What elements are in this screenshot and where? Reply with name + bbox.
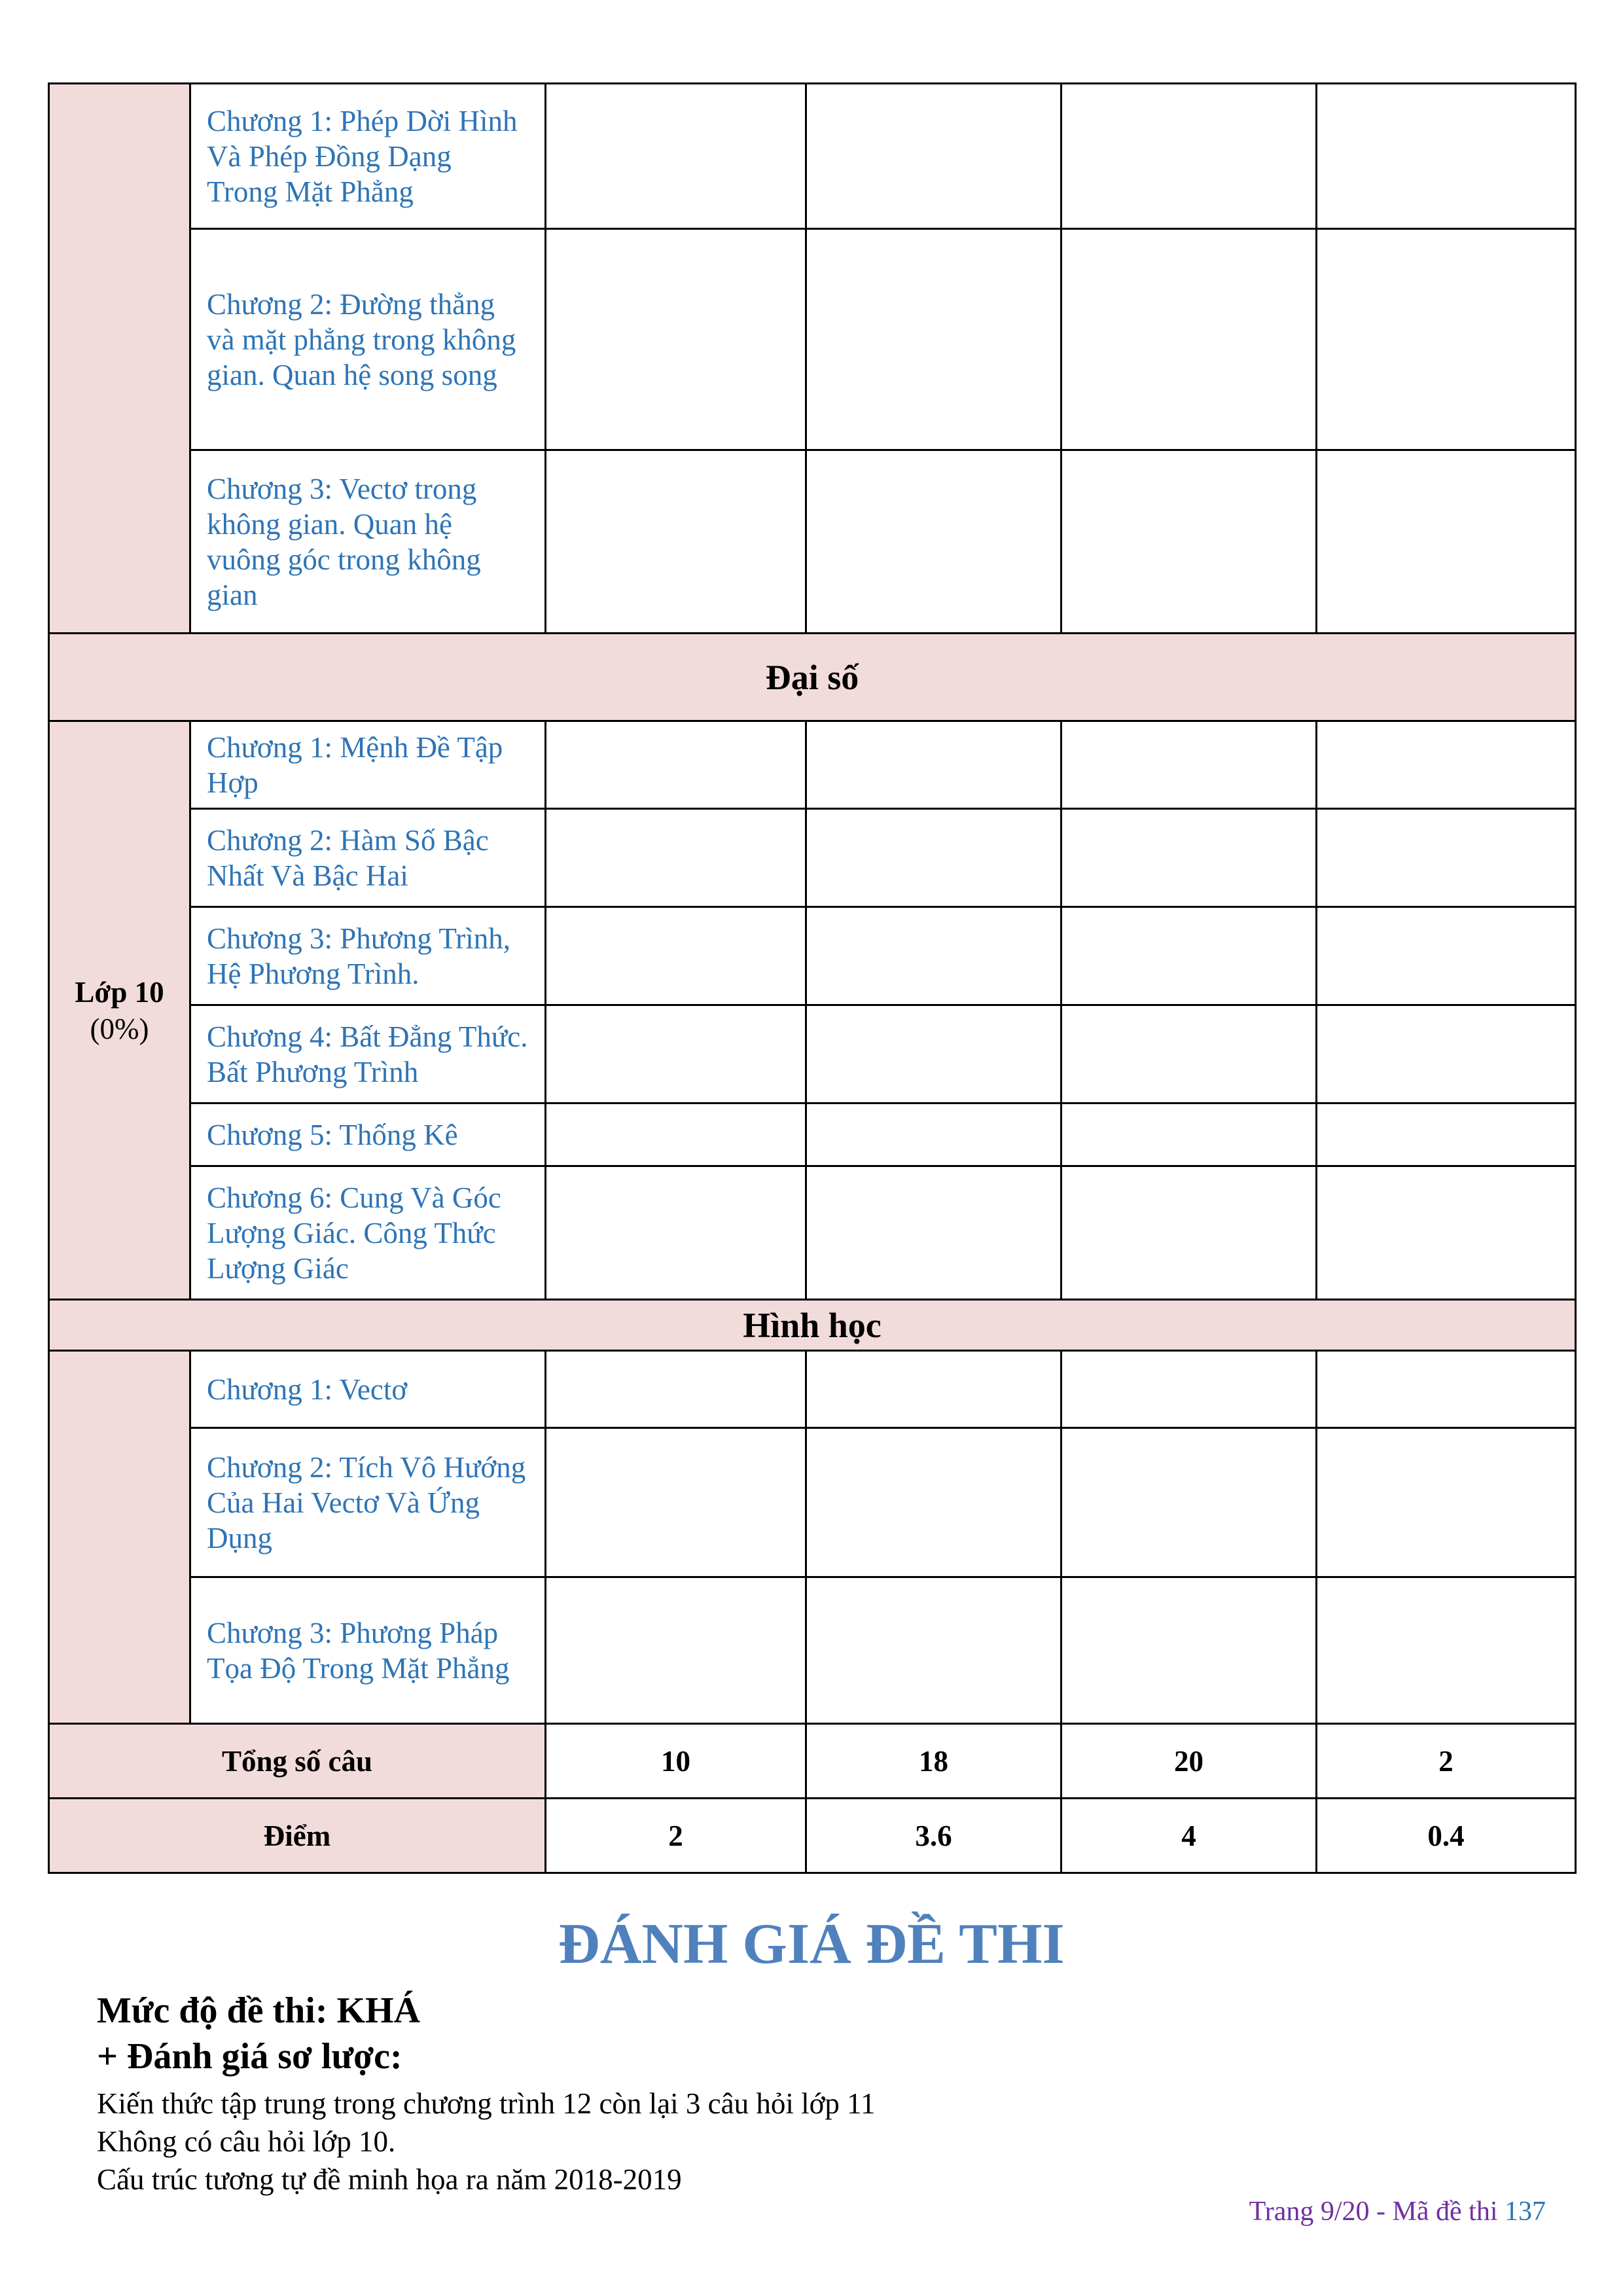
level-cell bbox=[806, 1351, 1061, 1428]
table-row bbox=[49, 450, 1576, 634]
level-cell bbox=[1317, 1166, 1576, 1300]
table-row bbox=[49, 1351, 1576, 1428]
score-value: 3.6 bbox=[806, 1799, 1061, 1873]
chapter-cell: Chương 5: Thống Kê bbox=[190, 1103, 546, 1166]
table-row bbox=[49, 229, 1576, 450]
table-row bbox=[49, 84, 1576, 229]
level-cell bbox=[1317, 721, 1576, 809]
evaluation-summary-heading: + Đánh giá sơ lược: bbox=[97, 2036, 402, 2077]
totals-row bbox=[49, 1724, 1576, 1799]
grade-cell-empty bbox=[49, 84, 190, 634]
level-cell bbox=[806, 1103, 1061, 1166]
level-cell bbox=[806, 907, 1061, 1005]
level-cell bbox=[1317, 907, 1576, 1005]
level-cell bbox=[1061, 84, 1317, 229]
level-cell bbox=[546, 1005, 806, 1103]
total-questions-value: 20 bbox=[1061, 1724, 1317, 1799]
level-cell bbox=[546, 1351, 806, 1428]
chapter-cell: Chương 2: Đường thẳng và mặt phẳng trong không gian. Quan hệ song song bbox=[190, 229, 546, 450]
evaluation-line: Kiến thức tập trung trong chương trình 12 còn lại 3 câu hỏi lớp 11 bbox=[97, 2087, 876, 2120]
page-footer bbox=[1249, 2196, 1546, 2227]
level-cell bbox=[806, 84, 1061, 229]
total-questions-label: Tổng số câu bbox=[49, 1724, 546, 1799]
level-cell bbox=[806, 1166, 1061, 1300]
level-cell bbox=[1061, 1351, 1317, 1428]
level-cell bbox=[546, 229, 806, 450]
level-cell bbox=[546, 1103, 806, 1166]
table-row bbox=[49, 634, 1576, 721]
scores-row bbox=[49, 1799, 1576, 1873]
level-cell bbox=[546, 907, 806, 1005]
chapter-cell: Chương 2: Tích Vô Hướng Của Hai Vectơ Và Ứng Dụng bbox=[190, 1428, 546, 1577]
section-heading-algebra: Đại số bbox=[49, 634, 1576, 721]
level-cell bbox=[546, 1428, 806, 1577]
level-cell bbox=[1317, 1428, 1576, 1577]
level-cell bbox=[546, 1577, 806, 1724]
footer-page-text: Trang 9/20 - Mã đề thi bbox=[1249, 2197, 1505, 2227]
score-value: 0.4 bbox=[1317, 1799, 1576, 1873]
score-label: Điểm bbox=[49, 1799, 546, 1873]
level-cell bbox=[1061, 1005, 1317, 1103]
level-cell bbox=[546, 721, 806, 809]
level-cell bbox=[806, 1428, 1061, 1577]
level-cell bbox=[1317, 450, 1576, 634]
chapter-cell: Chương 3: Vectơ trong không gian. Quan hệ vuông góc trong không gian bbox=[190, 450, 546, 634]
evaluation-level: Mức độ đề thi: KHÁ bbox=[97, 1990, 421, 2031]
chapter-cell: Chương 3: Phương Trình, Hệ Phương Trình. bbox=[190, 907, 546, 1005]
table-row bbox=[49, 1428, 1576, 1577]
total-questions-value: 2 bbox=[1317, 1724, 1576, 1799]
level-cell bbox=[1061, 1103, 1317, 1166]
chapter-cell: Chương 1: Mệnh Đề Tập Hợp bbox=[190, 721, 546, 809]
level-cell bbox=[546, 450, 806, 634]
chapter-cell: Chương 1: Phép Dời Hình Và Phép Đồng Dạng Trong Mặt Phẳng bbox=[190, 84, 546, 229]
level-cell bbox=[546, 1166, 806, 1300]
level-cell bbox=[806, 1005, 1061, 1103]
table-row bbox=[49, 907, 1576, 1005]
footer-exam-code: 137 bbox=[1505, 2197, 1546, 2227]
section-heading-geometry: Hình học bbox=[49, 1300, 1576, 1351]
evaluation-line: Cấu trúc tương tự đề minh họa ra năm 2018-2019 bbox=[97, 2163, 682, 2196]
table-row bbox=[49, 1166, 1576, 1300]
level-cell bbox=[546, 809, 806, 907]
level-cell bbox=[806, 809, 1061, 907]
table-row bbox=[49, 1005, 1576, 1103]
chapter-cell: Chương 2: Hàm Số Bậc Nhất Và Bậc Hai bbox=[190, 809, 546, 907]
evaluation-lines bbox=[97, 2085, 875, 2198]
level-cell bbox=[806, 721, 1061, 809]
chapter-cell: Chương 3: Phương Pháp Tọa Độ Trong Mặt Phẳng bbox=[190, 1577, 546, 1724]
chapter-cell: Chương 6: Cung Và Góc Lượng Giác. Công Thức Lượng Giác bbox=[190, 1166, 546, 1300]
level-cell bbox=[806, 229, 1061, 450]
grade-label: Lớp 10 bbox=[75, 975, 164, 1009]
chapter-cell: Chương 4: Bất Đẳng Thức. Bất Phương Trình bbox=[190, 1005, 546, 1103]
table-row bbox=[49, 1300, 1576, 1351]
level-cell bbox=[1061, 229, 1317, 450]
level-cell bbox=[1061, 907, 1317, 1005]
level-cell bbox=[1317, 84, 1576, 229]
table-row bbox=[49, 1577, 1576, 1724]
total-questions-value: 10 bbox=[546, 1724, 806, 1799]
level-cell bbox=[1317, 1103, 1576, 1166]
level-cell bbox=[1317, 229, 1576, 450]
level-cell bbox=[1061, 450, 1317, 634]
level-cell bbox=[1317, 809, 1576, 907]
score-value: 2 bbox=[546, 1799, 806, 1873]
table-row bbox=[49, 1103, 1576, 1166]
chapter-cell: Chương 1: Vectơ bbox=[190, 1351, 546, 1428]
evaluation-line: Không có câu hỏi lớp 10. bbox=[97, 2125, 396, 2158]
level-cell bbox=[1061, 1577, 1317, 1724]
level-cell bbox=[1061, 1166, 1317, 1300]
grade-cell-empty bbox=[49, 1351, 190, 1724]
grade-percent: (0%) bbox=[90, 1012, 149, 1045]
exam-matrix-table bbox=[48, 82, 1577, 1874]
table-row bbox=[49, 809, 1576, 907]
level-cell bbox=[1061, 721, 1317, 809]
level-cell bbox=[1317, 1577, 1576, 1724]
total-questions-value: 18 bbox=[806, 1724, 1061, 1799]
table-row bbox=[49, 721, 1576, 809]
level-cell bbox=[1317, 1005, 1576, 1103]
level-cell bbox=[1061, 1428, 1317, 1577]
evaluation-title: ĐÁNH GIÁ ĐỀ THI bbox=[558, 1912, 1065, 1976]
grade-cell bbox=[49, 721, 190, 1300]
level-cell bbox=[546, 84, 806, 229]
level-cell bbox=[1317, 1351, 1576, 1428]
level-cell bbox=[806, 1577, 1061, 1724]
score-value: 4 bbox=[1061, 1799, 1317, 1873]
level-cell bbox=[806, 450, 1061, 634]
level-cell bbox=[1061, 809, 1317, 907]
